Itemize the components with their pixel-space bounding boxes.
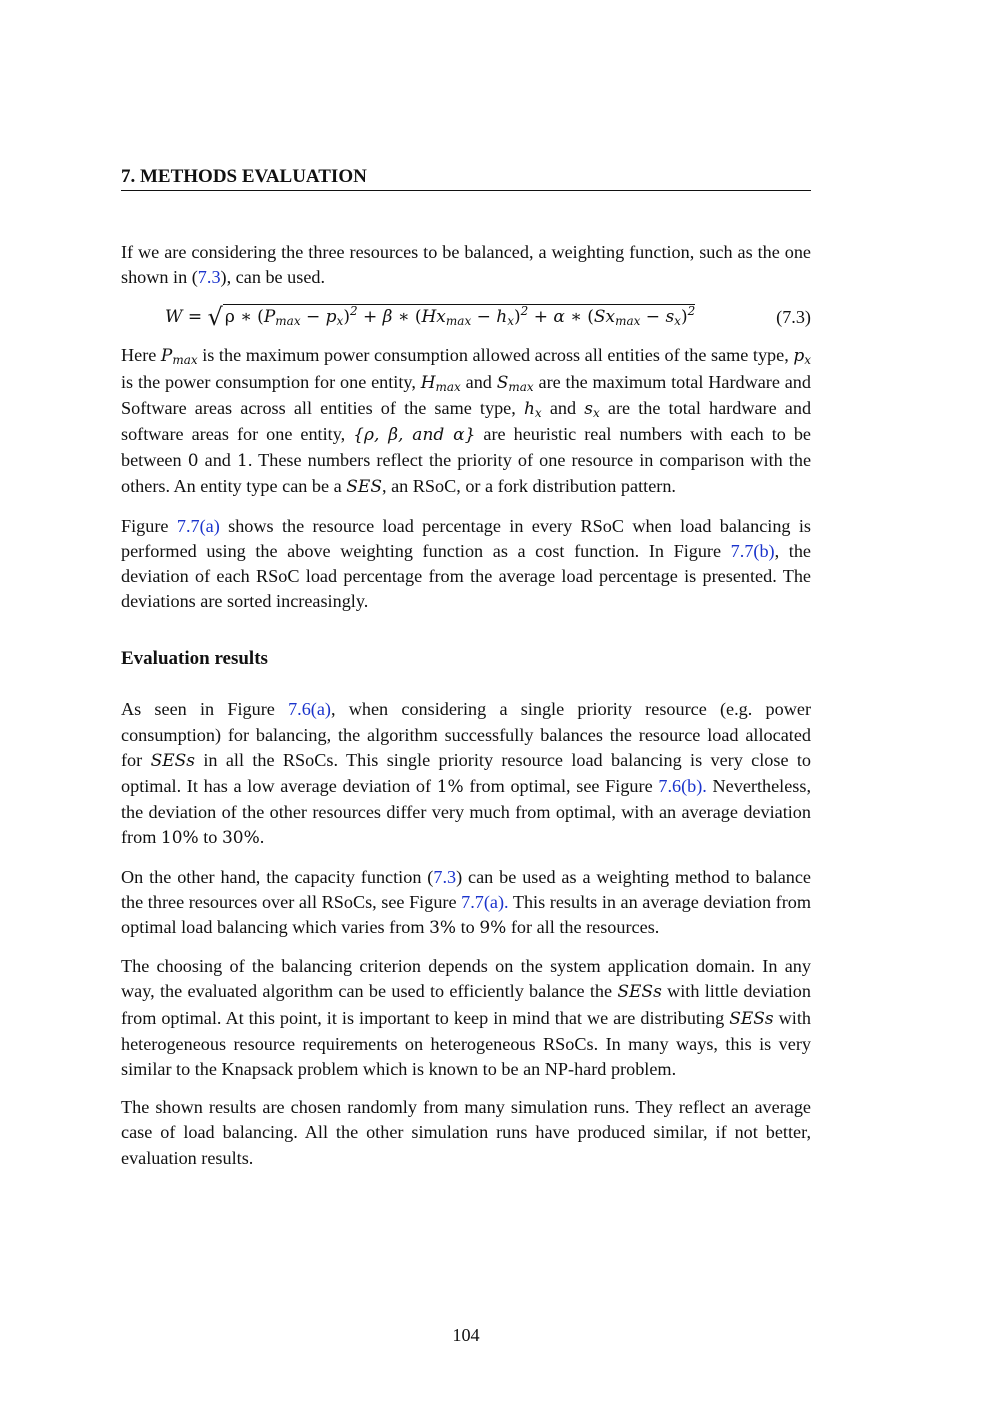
math-ses: SES	[346, 477, 382, 498]
figure-ref-link[interactable]: 7.7(a)	[176, 515, 220, 536]
math-percent: 9%	[479, 918, 507, 939]
math-sess: SESs	[729, 1008, 774, 1029]
page-number: 104	[452, 1325, 480, 1345]
math-sess: SESs	[150, 750, 195, 771]
math-zero: 0	[187, 451, 199, 472]
figure-ref-link[interactable]: 7.7(a).	[461, 891, 509, 912]
math-percent: 1%	[436, 777, 464, 798]
equation-7-3	[121, 303, 811, 337]
equation-radicand: ρ ∗ $(P_{max} - p_x)^2 + \beta$ ∗ $(Hx_{max} - h_x)^2 + \alpha$ ∗ $(Sx_{max} - s_x)^2$	[224, 304, 696, 329]
figure-ref-link[interactable]: 7.6(a)	[288, 699, 331, 720]
body-text	[121, 240, 811, 1184]
math-one: 1	[237, 451, 248, 472]
equation-lhs: W =	[165, 307, 203, 328]
math-s-max: $S_{max}$	[496, 372, 534, 394]
math-h-max: $H_{max}$	[420, 372, 461, 394]
paragraph-6: The choosing of the balancing criterion depends on the system application domain. In any way, the evaluated algorithm can be used to efficiently balance the SESs with little deviation from optimal. At this point, it is important to keep in mind that we are distributing SESs with heterogeneous resource requirements on heterogeneous RSoCs. In many ways, this is very similar to the Knapsack problem which is known to be an NP-hard problem.	[121, 956, 812, 1080]
figure-ref-link[interactable]: 7.6(b).	[658, 776, 707, 797]
paragraph-2: Here $P_{max}$ is the maximum power consumption allowed across all entities of the same type, $p_x$ is the power consumption for one entity, $H_{max}$ and $S_{max}$ are the maximum total Hardware and Software areas across all entities of the same type, $h_x$ and $s_x$ are the total hardware and software areas for one entity, {ρ, β, and α} are heuristic real numbers with each to be between 0 and 1. These numbers reflect the priority of one resource in comparison with the others. An entity type can be a SES, an RSoC, or a fork distribution pattern.	[121, 345, 812, 498]
math-p-max: $P_{max}$	[160, 346, 198, 368]
math-h-x: $h_x$	[523, 398, 542, 420]
equation-ref-link[interactable]: 7.3	[433, 866, 457, 887]
equation-body	[165, 305, 695, 330]
equation-ref-link[interactable]: 7.3	[197, 267, 221, 288]
math-percent: 10%	[160, 828, 199, 849]
math-percent: 3%	[429, 918, 457, 939]
paragraph-7: The shown results are chosen randomly from many simulation runs. They reflect an average case of load balancing. All the other simulation runs have produced similar, if not better, evaluation results.	[121, 1097, 811, 1168]
math-weight-set: {ρ, β, and α}	[353, 425, 476, 446]
sqrt-symbol: √	[207, 303, 223, 332]
paragraph-3: Figure 7.7(a) shows the resource load percentage in every RSoC when load balancing is performed using the above weighting function as a cost function. In Figure 7.7(b), the deviation of each RSoC load percentage from the average load percentage is presented. The deviations are sorted increasingly.	[121, 515, 811, 612]
math-p-x: $p_x$	[793, 346, 812, 368]
equation-number: (7.3)	[776, 307, 811, 328]
running-head: 7. METHODS EVALUATION	[121, 165, 811, 191]
figure-ref-link[interactable]: 7.7(b)	[730, 540, 775, 561]
paragraph-4: As seen in Figure 7.6(a), when considering a single priority resource (e.g. power consumption) for balancing, the algorithm successfully balances the resource load allocated for SESs in all the RSoCs. This single priority resource load balancing is very close to optimal. It has a low average deviation of 1% from optimal, see Figure 7.6(b). Nevertheless, the deviation of the other resources differ very much from optimal, with an average deviation from 10% to 30%.	[121, 699, 812, 849]
math-percent: 30%	[221, 828, 260, 849]
paragraph-5: On the other hand, the capacity function (7.3) can be used as a weighting method to balance the three resources over all RSoCs, see Figure 7.7(a). This results in an average deviation from optimal load balancing which varies from 3% to 9% for all the resources.	[121, 866, 812, 939]
paragraph-1: If we are considering the three resources to be balanced, a weighting function, such as the one shown in (7.3), can be used.	[121, 242, 811, 288]
math-s-x: $s_x$	[584, 398, 600, 420]
math-sess: SESs	[617, 982, 662, 1003]
section-heading: Evaluation results	[121, 648, 268, 670]
